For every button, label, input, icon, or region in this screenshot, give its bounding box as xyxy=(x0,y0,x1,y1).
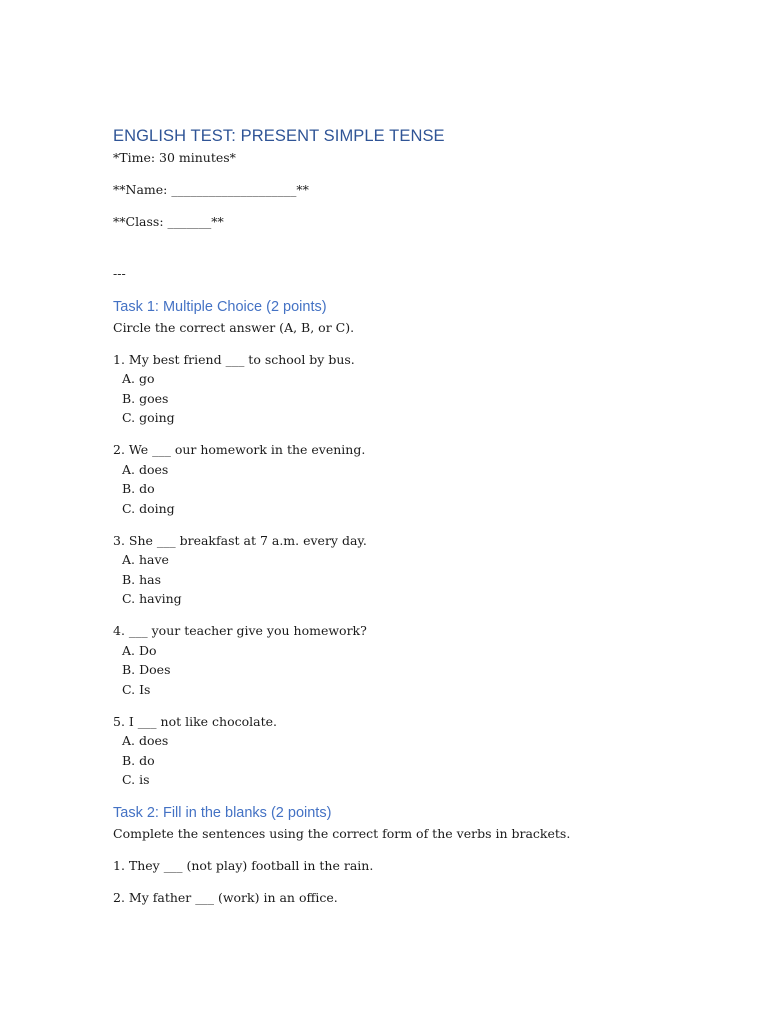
question-5 xyxy=(113,712,713,790)
task2-instruction: Complete the sentences using the correct form of the verbs in brackets. xyxy=(113,826,571,841)
option-b: B. do xyxy=(122,752,155,768)
question-text: 2. We ___ our homework in the evening. xyxy=(113,442,366,457)
option-a: A. does xyxy=(122,461,169,477)
document-title: ENGLISH TEST: PRESENT SIMPLE TENSE xyxy=(113,127,445,145)
option-c: C. having xyxy=(122,591,182,606)
question-text: 1. My best friend ___ to school by bus. xyxy=(113,351,355,367)
question-1 xyxy=(113,350,713,428)
option-a: A. Do xyxy=(122,642,157,658)
option-b: B. Does xyxy=(122,662,171,677)
question-text: 4. ___ your teacher give you homework? xyxy=(113,623,367,638)
option-a: A. have xyxy=(122,552,169,567)
option-c: C. going xyxy=(122,410,175,425)
option-c: C. doing xyxy=(122,500,175,516)
question-4 xyxy=(113,621,713,699)
class-line: **Class: _______** xyxy=(113,214,224,229)
name-line: **Name: ____________________** xyxy=(113,182,309,197)
document-page xyxy=(113,124,713,908)
sentence-1 xyxy=(113,856,713,876)
option-c: C. is xyxy=(122,772,150,787)
option-b: B. has xyxy=(122,571,162,587)
sentence-text: 1. They ___ (not play) football in the rain. xyxy=(113,858,374,873)
separator: --- xyxy=(113,265,126,281)
option-c: C. Is xyxy=(122,681,151,697)
task1-instruction: Circle the correct answer (A, B, or C). xyxy=(113,319,355,335)
option-b: B. do xyxy=(122,481,155,496)
question-text: 5. I ___ not like chocolate. xyxy=(113,713,277,729)
question-2 xyxy=(113,440,713,518)
task2-heading: Task 2: Fill in the blanks (2 points) xyxy=(113,805,332,821)
sentence-2 xyxy=(113,888,713,908)
task1-heading: Task 1: Multiple Choice (2 points) xyxy=(113,298,327,315)
option-a: A. go xyxy=(122,371,155,386)
time-line: *Time: 30 minutes* xyxy=(113,150,236,165)
question-text: 3. She ___ breakfast at 7 a.m. every day. xyxy=(113,532,367,548)
option-b: B. goes xyxy=(122,390,169,406)
option-a: A. does xyxy=(122,733,169,748)
question-3 xyxy=(113,531,713,609)
sentence-text: 2. My father ___ (work) in an office. xyxy=(113,890,338,905)
